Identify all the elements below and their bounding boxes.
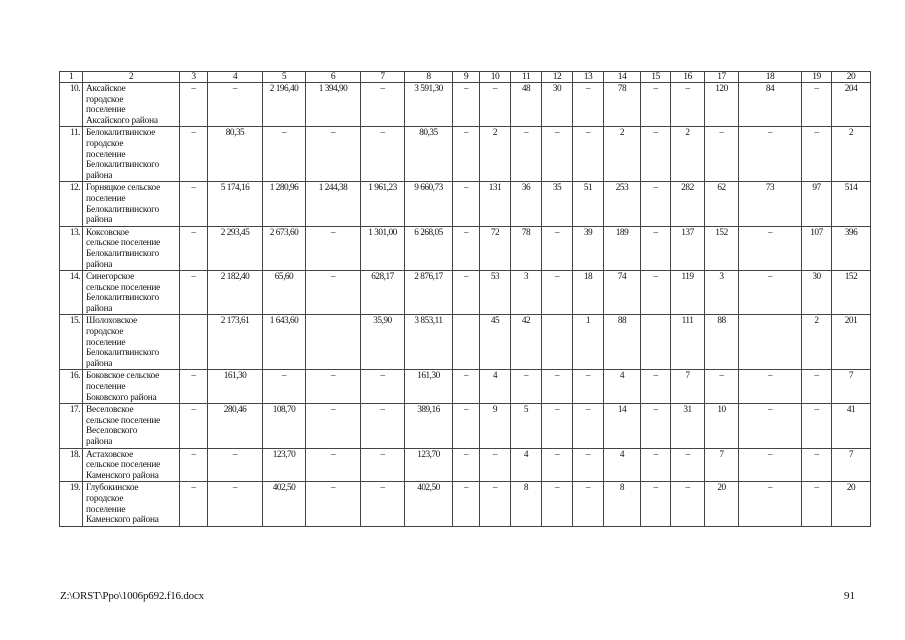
table-cell: 9 [480,404,511,448]
table-cell: – [361,370,405,404]
table-cell: 35 [542,182,573,226]
table-cell: 2 876,17 [405,271,453,315]
table-cell: 253 [604,182,641,226]
row-number: 13. [60,226,83,270]
table-cell: 2 [480,127,511,182]
table-cell: 131 [480,182,511,226]
table-cell: 2 [802,315,832,370]
table-cell: – [306,370,361,404]
table-cell: 10 [705,404,739,448]
table-cell [739,315,802,370]
table-cell: 84 [739,83,802,127]
table-cell: – [208,482,263,526]
table-row [60,127,871,182]
table-cell: 30 [802,271,832,315]
table-cell: 137 [671,226,705,270]
table-cell: 1 [573,315,604,370]
table-cell: 2 293,45 [208,226,263,270]
table-cell: – [641,182,671,226]
table-cell: – [542,448,573,482]
table-cell [453,315,480,370]
table-cell: 31 [671,404,705,448]
table-row [60,448,871,482]
settlement-name: Веселовское сельское поселение Веселовского района [83,404,180,448]
table-cell: – [180,226,208,270]
table-cell: 1 280,96 [263,182,306,226]
table-cell: 1 301,00 [361,226,405,270]
column-header: 2 [83,72,180,83]
table-cell: – [453,226,480,270]
table-cell: – [306,271,361,315]
table-cell: – [641,226,671,270]
table-cell: 1 394,90 [306,83,361,127]
table-cell: 4 [480,370,511,404]
table-cell: 51 [573,182,604,226]
table-cell: – [453,370,480,404]
row-number: 19. [60,482,83,526]
column-header: 18 [739,72,802,83]
table-cell: – [306,226,361,270]
table-cell: 201 [832,315,871,370]
table-row [60,404,871,448]
document-sheet [59,71,870,527]
table-cell [180,315,208,370]
table-cell: – [453,404,480,448]
table-cell: – [641,404,671,448]
table-cell: 161,30 [208,370,263,404]
table-cell: 35,90 [361,315,405,370]
settlement-name: Астаховское сельское поселение Каменского района [83,448,180,482]
table-cell: 65,60 [263,271,306,315]
column-header: 15 [641,72,671,83]
table-cell: 1 244,38 [306,182,361,226]
table-cell: – [306,127,361,182]
table-cell: – [641,127,671,182]
column-header: 9 [453,72,480,83]
table-cell: 3 [705,271,739,315]
table-cell: – [671,482,705,526]
column-header: 20 [832,72,871,83]
column-header: 3 [180,72,208,83]
settlement-name: Глубокинское городское поселение Каменского района [83,482,180,526]
table-cell: 5 [511,404,542,448]
table-cell: 3 [511,271,542,315]
table-cell: 189 [604,226,641,270]
table-cell: 204 [832,83,871,127]
table-cell: – [453,482,480,526]
table-cell: – [705,127,739,182]
table-cell: 2 [671,127,705,182]
table-cell: 3 853,11 [405,315,453,370]
table-cell: – [641,448,671,482]
table-row [60,83,871,127]
table-cell: 72 [480,226,511,270]
table-cell: 80,35 [405,127,453,182]
column-header: 17 [705,72,739,83]
table-cell: – [641,271,671,315]
settlement-name: Белокалитвинское городское поселение Белокалитвинского района [83,127,180,182]
table-cell: – [573,83,604,127]
table-cell: – [671,83,705,127]
table-cell: – [361,83,405,127]
table-cell: 389,16 [405,404,453,448]
table-cell: 4 [511,448,542,482]
table-cell: 42 [511,315,542,370]
table-cell: – [573,370,604,404]
table-cell: 111 [671,315,705,370]
table-cell: 80,35 [208,127,263,182]
table-cell: 7 [705,448,739,482]
table-cell: 2 196,40 [263,83,306,127]
header-row [60,72,871,83]
table-cell: – [180,370,208,404]
table-cell: – [453,83,480,127]
table-cell: 108,70 [263,404,306,448]
table-cell: 152 [705,226,739,270]
table-cell: 280,46 [208,404,263,448]
table-cell: 107 [802,226,832,270]
row-number: 17. [60,404,83,448]
table-cell: 123,70 [405,448,453,482]
table-cell: – [453,271,480,315]
table-cell: – [542,127,573,182]
table-cell: 30 [542,83,573,127]
data-table [59,71,871,527]
table-cell: – [573,448,604,482]
table-cell: – [573,404,604,448]
table-cell: – [480,482,511,526]
table-row [60,482,871,526]
table-cell: 88 [604,315,641,370]
table-cell [306,315,361,370]
table-cell: – [739,226,802,270]
table-cell: – [739,127,802,182]
table-cell: 8 [604,482,641,526]
table-cell: – [739,404,802,448]
table-cell: 14 [604,404,641,448]
table-cell: 20 [705,482,739,526]
table-row [60,182,871,226]
table-cell: 119 [671,271,705,315]
table-cell: – [705,370,739,404]
table-cell: 396 [832,226,871,270]
table-cell: 123,70 [263,448,306,482]
table-cell: 2 173,61 [208,315,263,370]
row-number: 18. [60,448,83,482]
table-cell: – [739,448,802,482]
table-cell: 282 [671,182,705,226]
table-cell: 1 961,23 [361,182,405,226]
table-cell: – [573,482,604,526]
table-cell: 97 [802,182,832,226]
table-cell: – [180,404,208,448]
column-header: 5 [263,72,306,83]
table-cell [641,315,671,370]
table-cell: – [739,482,802,526]
table-cell [542,315,573,370]
row-number: 16. [60,370,83,404]
table-cell: 73 [739,182,802,226]
table-body [60,72,871,527]
table-cell: – [542,271,573,315]
table-cell: 402,50 [263,482,306,526]
table-cell: – [511,370,542,404]
column-header: 8 [405,72,453,83]
column-header: 16 [671,72,705,83]
column-header: 6 [306,72,361,83]
table-cell: 120 [705,83,739,127]
table-cell: 4 [604,448,641,482]
table-cell: – [361,404,405,448]
table-cell: – [453,182,480,226]
table-cell: – [802,127,832,182]
table-cell: 18 [573,271,604,315]
table-cell: 5 174,16 [208,182,263,226]
row-number: 15. [60,315,83,370]
table-cell: 4 [604,370,641,404]
table-cell: 8 [511,482,542,526]
table-cell: 2 182,40 [208,271,263,315]
table-cell: – [453,127,480,182]
table-cell: – [802,370,832,404]
column-header: 7 [361,72,405,83]
table-cell: – [263,127,306,182]
table-cell: 9 660,73 [405,182,453,226]
table-cell: 74 [604,271,641,315]
table-cell: 7 [832,370,871,404]
table-row [60,315,871,370]
settlement-name: Боковское сельское поселение Боковского района [83,370,180,404]
table-cell: – [361,448,405,482]
table-cell: 78 [604,83,641,127]
table-cell: 41 [832,404,871,448]
table-row [60,226,871,270]
table-cell: – [542,370,573,404]
table-cell: – [180,482,208,526]
table-cell: 2 [832,127,871,182]
settlement-name: Шолоховское городское поселение Белокалитвинского района [83,315,180,370]
table-cell: – [263,370,306,404]
table-cell: 1 643,60 [263,315,306,370]
table-cell: 62 [705,182,739,226]
row-number: 14. [60,271,83,315]
column-header: 4 [208,72,263,83]
table-cell: 7 [671,370,705,404]
table-cell: – [208,83,263,127]
footer-page-number: 91 [844,590,855,602]
table-cell: – [180,83,208,127]
table-cell: – [802,482,832,526]
table-cell: 78 [511,226,542,270]
table-cell: 39 [573,226,604,270]
column-header: 12 [542,72,573,83]
table-cell: – [180,182,208,226]
column-header: 14 [604,72,641,83]
settlement-name: Коксовское сельское поселение Белокалитвинского района [83,226,180,270]
table-cell: – [180,127,208,182]
table-cell: – [542,482,573,526]
table-cell: 48 [511,83,542,127]
table-cell: – [453,448,480,482]
table-cell: – [573,127,604,182]
table-cell: – [641,83,671,127]
table-cell: – [739,271,802,315]
table-cell: – [641,482,671,526]
table-cell: – [802,83,832,127]
table-cell: – [480,83,511,127]
table-cell: 2 [604,127,641,182]
column-header: 19 [802,72,832,83]
table-cell: 20 [832,482,871,526]
table-cell: 36 [511,182,542,226]
settlement-name: Горняцкое сельское поселение Белокалитвинского района [83,182,180,226]
table-cell: – [180,448,208,482]
row-number: 11. [60,127,83,182]
table-cell: 152 [832,271,871,315]
footer-file-path: Z:\ORST\Ppo\1006p692.f16.docx [60,590,204,602]
table-cell: – [511,127,542,182]
table-cell: – [802,404,832,448]
table-cell: 7 [832,448,871,482]
settlement-name: Аксайское городское поселение Аксайского района [83,83,180,127]
table-cell: – [361,482,405,526]
column-header: 11 [511,72,542,83]
table-cell: – [802,448,832,482]
table-cell: 3 591,30 [405,83,453,127]
table-cell: – [361,127,405,182]
table-cell: 45 [480,315,511,370]
table-row [60,370,871,404]
settlement-name: Синегорское сельское поселение Белокалитвинского района [83,271,180,315]
table-cell: 514 [832,182,871,226]
table-cell: – [542,404,573,448]
table-cell: – [306,482,361,526]
table-cell: 628,17 [361,271,405,315]
table-cell: – [542,226,573,270]
table-cell: – [208,448,263,482]
column-header: 1 [60,72,83,83]
table-cell: – [306,404,361,448]
table-cell: 161,30 [405,370,453,404]
table-row [60,271,871,315]
row-number: 10. [60,83,83,127]
column-header: 13 [573,72,604,83]
table-cell: – [641,370,671,404]
column-header: 10 [480,72,511,83]
table-cell: – [180,271,208,315]
table-cell: – [306,448,361,482]
table-cell: 2 673,60 [263,226,306,270]
table-cell: 402,50 [405,482,453,526]
table-cell: 88 [705,315,739,370]
table-cell: – [671,448,705,482]
table-cell: 53 [480,271,511,315]
table-cell: – [480,448,511,482]
table-cell: 6 268,05 [405,226,453,270]
row-number: 12. [60,182,83,226]
table-cell: – [739,370,802,404]
